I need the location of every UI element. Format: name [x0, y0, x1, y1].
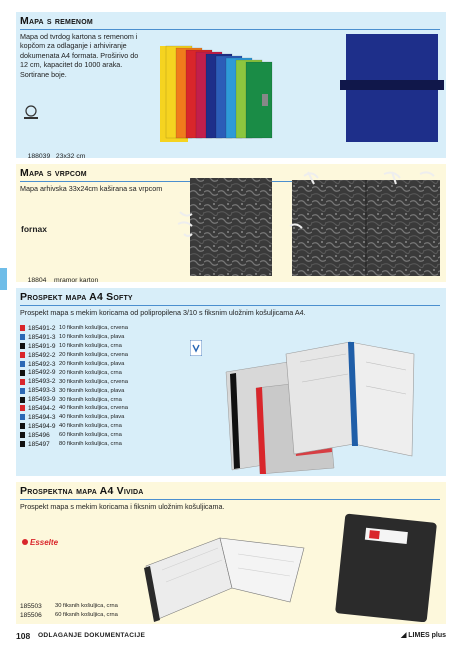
- list-item: [20, 386, 128, 395]
- product-list: [20, 324, 128, 448]
- list-item: [20, 368, 128, 377]
- item-code: 185497: [28, 440, 50, 448]
- color-swatch: [20, 388, 25, 394]
- fornax-logo: fornax: [21, 224, 47, 234]
- color-swatch: [20, 414, 25, 420]
- section-description: Mapa arhivska 33x24cm kaširana sa vrpcom: [20, 184, 163, 193]
- item-code: 185491-9: [28, 342, 56, 350]
- marble-folder-open: [284, 170, 444, 278]
- item-description: 60 fiksnih košuljica, crna: [59, 432, 122, 439]
- section-description: Prospekt mapa s mekim koricama i fiksnim uložnim košuljicama.: [20, 502, 225, 511]
- item-description: 40 fiksnih košuljica, plava: [59, 414, 125, 421]
- list-item: [20, 377, 128, 386]
- color-swatch: [20, 352, 25, 358]
- item-description: 20 fiksnih košuljica, crvena: [59, 352, 128, 359]
- item-code: 185493-3: [28, 387, 56, 395]
- item-code: 185494-9: [28, 422, 56, 430]
- side-tab-marker: [0, 268, 7, 290]
- list-item: [20, 611, 118, 620]
- item-description: 10 fiksnih košuljica, crvena: [59, 325, 128, 332]
- size-value: 23x32 cm: [55, 153, 86, 160]
- list-item: [20, 324, 128, 333]
- item-code: 185494-3: [28, 413, 56, 421]
- color-swatch: [20, 441, 25, 447]
- esselte-logo-mark: [22, 539, 28, 545]
- item-code: 185496: [28, 431, 50, 439]
- item-code: 185503: [20, 602, 42, 610]
- list-item: [20, 602, 118, 611]
- folder-strap: [340, 80, 444, 90]
- exacompta-logo: [22, 104, 40, 120]
- list-item: [20, 404, 128, 413]
- softy-folders-image: [216, 332, 422, 474]
- list-item: [20, 395, 128, 404]
- section-divider: [20, 305, 440, 306]
- item-code: 185493-9: [28, 396, 56, 404]
- esselte-logo: [22, 538, 58, 547]
- list-item: [20, 431, 128, 440]
- page-footer: [16, 628, 446, 644]
- color-swatch: [20, 361, 25, 367]
- section-title: Prospekt mapa A4 Softy: [20, 291, 133, 303]
- item-code: 185491-2: [28, 324, 56, 332]
- color-swatch: [20, 432, 25, 438]
- item-description: 20 fiksnih košuljica, crna: [59, 369, 122, 376]
- list-item: [20, 440, 128, 449]
- color-swatch: [20, 343, 25, 349]
- section-prospektna-vivida: [16, 482, 446, 624]
- section-mapa-remenom: [16, 12, 446, 158]
- vivida-closed-folder: [326, 506, 440, 622]
- vivida-open-folder: [134, 518, 314, 622]
- section-description: Prospekt mapa s mekim koricama od polipropilena 3/10 s fiksnim uložnim košuljicama A4.: [20, 308, 306, 317]
- color-swatch: [20, 405, 25, 411]
- color-swatch: [20, 370, 25, 376]
- limes-logo-icon: ◢: [400, 632, 409, 639]
- folder-spine: [246, 62, 272, 138]
- section-mapa-vrpcom: [16, 164, 446, 282]
- item-description: 60 fiksnih košuljica, crna: [55, 612, 118, 619]
- item-description: 80 fiksnih košuljica, crna: [59, 441, 122, 448]
- item-description: 20 fiksnih košuljica, plava: [59, 361, 125, 367]
- item-code: 185506: [20, 611, 42, 619]
- item-description: 40 fiksnih košuljica, crna: [59, 423, 122, 430]
- item-description: 10 fiksnih košuljica, plava: [59, 334, 125, 341]
- folders-image: [160, 30, 444, 148]
- color-swatch: [20, 379, 25, 385]
- list-item: [20, 422, 128, 431]
- color-swatch: [20, 325, 25, 331]
- page-number: 108: [16, 631, 31, 641]
- item-code: 185492-3: [28, 360, 56, 368]
- section-prospekt-softy: [16, 288, 446, 476]
- item-code: 185494-2: [28, 404, 56, 412]
- section-title: Prospektna mapa A4 Vivida: [20, 485, 144, 497]
- item-description: 30 fiksnih košuljica, crvena: [59, 378, 128, 385]
- viquel-logo: [190, 340, 202, 356]
- section-description: Mapa od tvrdog kartona s remenom i kopčom za odlaganje i arhiviranje dokumenata A4 formata. Proširivo do 12 cm, kapacitet do 1000 araka. Sortirane boje.: [20, 32, 139, 79]
- color-swatch: [20, 397, 25, 403]
- code-value: 188039: [27, 153, 51, 160]
- item-description: 30 fiksnih košuljica, crna: [59, 396, 122, 403]
- item-description: 10 fiksnih košuljica, crna: [59, 343, 122, 350]
- brand-name: LIMES plus: [408, 632, 446, 639]
- product-list: [20, 602, 118, 620]
- chapter-title: ODLAGANJE DOKUMENTACIJE: [38, 632, 146, 639]
- limes-plus-logo: [401, 631, 446, 639]
- section-title: Mapa s vrpcom: [20, 167, 87, 179]
- color-swatch: [20, 334, 25, 340]
- item-description: 30 fiksnih košuljica, plava: [59, 387, 125, 394]
- section-title: Mapa s remenom: [20, 15, 93, 27]
- item-code: 185492-2: [28, 351, 56, 359]
- list-item: [20, 342, 128, 351]
- item-description: 30 fiksnih košuljica, crna: [55, 603, 118, 610]
- esselte-logo-text: Esselte: [30, 538, 59, 547]
- variant-value: mramor karton: [54, 277, 99, 284]
- item-description: 40 fiksnih košuljica, crvena: [59, 405, 128, 412]
- list-item: [20, 351, 128, 360]
- list-item: [20, 333, 128, 342]
- list-item: [20, 360, 128, 369]
- list-item: [20, 413, 128, 422]
- code-value: 18804: [27, 277, 47, 284]
- section-divider: [20, 499, 440, 500]
- item-code: 185491-3: [28, 333, 56, 341]
- marble-folder-closed: [176, 174, 276, 278]
- folder-clasp: [262, 94, 268, 106]
- color-swatch: [20, 423, 25, 429]
- item-code: 185493-2: [28, 378, 56, 386]
- item-code: 185492-9: [28, 369, 56, 377]
